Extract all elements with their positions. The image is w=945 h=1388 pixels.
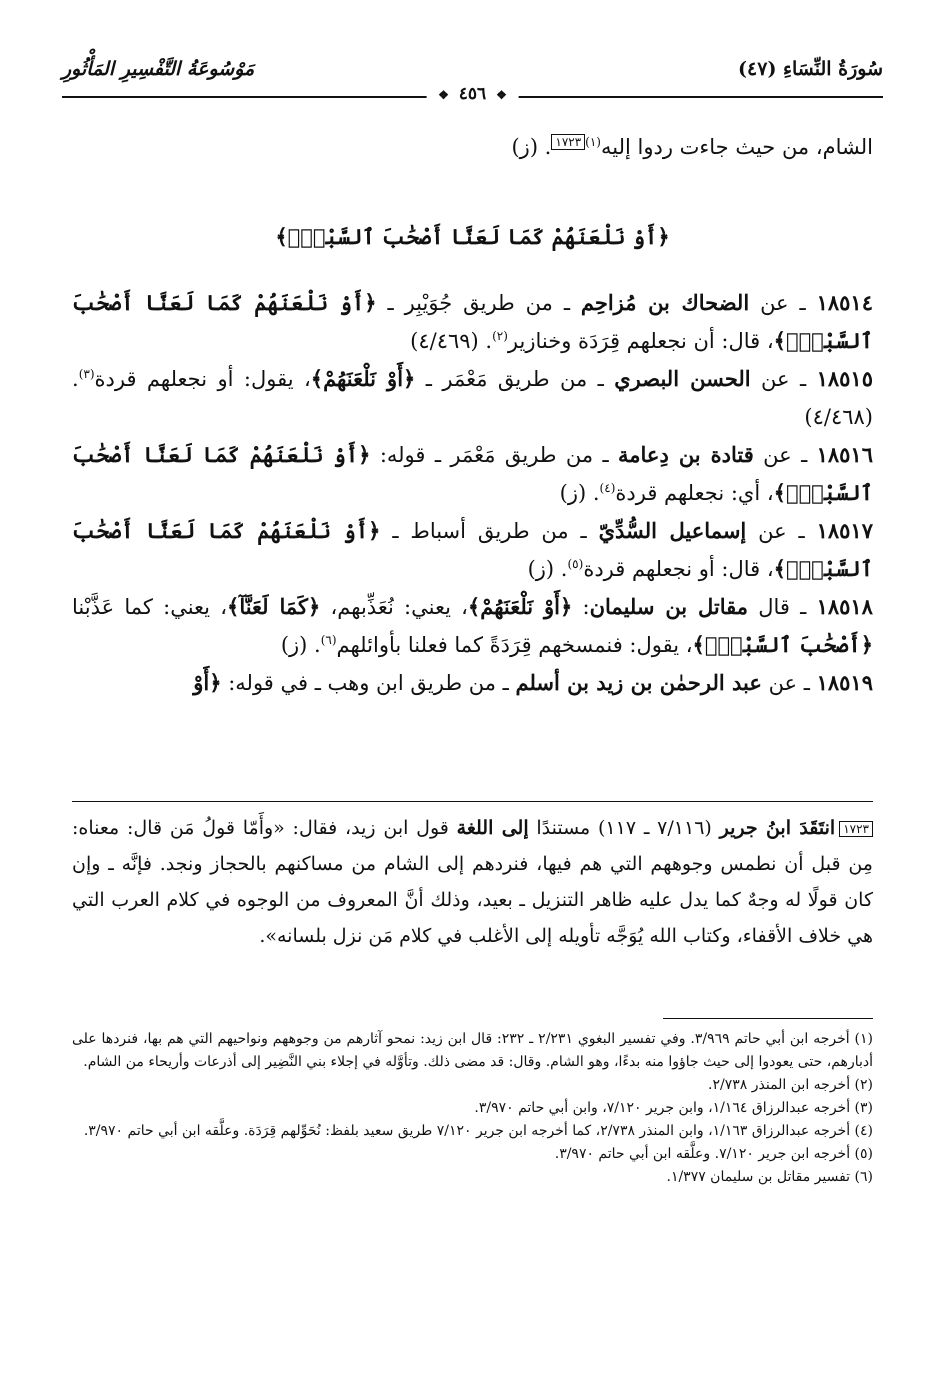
book-title: مَوْسُوعَةُ التَّفْسِيرِ المَأْثُورِ xyxy=(62,58,255,80)
page-number-block xyxy=(426,84,519,104)
ornament-icon: ❖ xyxy=(496,88,507,102)
footnote-item: (٢) أخرجه ابن المنذر ٢/٧٣٨. xyxy=(708,1077,873,1093)
footnote-separator xyxy=(663,1018,873,1019)
narrator-name: الحسن البصري xyxy=(614,366,751,391)
narration-number: ١٨٥١٧ xyxy=(816,518,873,543)
comment-lead: انتَقَدَ ابنُ جرير xyxy=(719,817,836,839)
narration-18514: ١٨٥١٤ ـ عن الضحاك بن مُزاحِم ـ من طريق جُوَيْبِر ـ ﴿أَوْ نَلْعَنَهُمْ كَمَا لَعَنَّا أَصْحَٰبَ ٱلسَّبْتِۚ﴾، قال: أن نجعلهم قِرَدَة وخنازير$^{(٢)}$. (٤/٤٦٩) xyxy=(72,290,873,353)
verse-quote: ﴿أَوْ نَلْعَنَهُمْ كَمَا لَعَنَّا أَصْحَٰبَ ٱلسَّبْتِۚ﴾ xyxy=(72,518,873,581)
continuation-line: الشام، من حيث جاءت ردوا إليه$^{(١)}$١٧٢٣. (ز) xyxy=(511,135,873,159)
footnote-ref[interactable]: (٣) xyxy=(78,367,95,381)
narration-18515: ١٨٥١٥ ـ عن الحسن البصري ـ من طريق مَعْمَر ـ ﴿أَوْ نَلْعَنَهُمْ﴾، يقول: أو نجعلهم قردة$^{(٣)}$. (٤/٤٦٨) xyxy=(72,366,873,429)
verse-quote: ﴿أَوْ نَلْعَنَهُمْ﴾ xyxy=(467,594,573,619)
footnote-item: (٥) أخرجه ابن جرير ٧/١٢٠. وعلَّقه ابن أبي حاتم ٣/٩٧٠. xyxy=(554,1146,873,1162)
comment-ref-box[interactable]: ١٧٢٣ xyxy=(551,134,585,150)
comment-separator xyxy=(72,801,873,802)
narration-number: ١٨٥١٩ xyxy=(816,670,873,695)
footnote-ref[interactable]: (٦) xyxy=(320,633,337,647)
narrator-name: قتادة بن دِعامة xyxy=(618,442,754,467)
narration-number: ١٨٥١٦ xyxy=(816,442,873,467)
verse-quote: ﴿أَصْحَٰبَ ٱلسَّبْتِۚ﴾ xyxy=(692,632,873,657)
narration-18517: ١٨٥١٧ ـ عن إسماعيل السُّدِّيّ ـ من طريق أسباط ـ ﴿أَوْ نَلْعَنَهُمْ كَمَا لَعَنَّا أَصْحَٰبَ ٱلسَّبْتِۚ﴾، قال: أو نجعلهم قردة$^{(٥)}$. (ز) xyxy=(72,518,873,581)
running-header xyxy=(62,58,883,104)
footnote-item: (٦) تفسير مقاتل بن سليمان ١/٣٧٧. xyxy=(666,1169,873,1185)
comment-number-box: ١٧٢٣ xyxy=(839,821,873,837)
verse-quote: ﴿كَمَا لَعَنَّآ﴾ xyxy=(227,594,321,619)
narrator-name: إسماعيل السُّدِّيّ xyxy=(598,518,747,543)
footnote-item: (١) أخرجه ابن أبي حاتم ٣/٩٦٩. وفي تفسير البغوي ٢/٢٣١ ـ ٢٣٢: قال ابن زيد: نمحو آثارهم من وجوههم ونواحيهم التي هم بها، فنردها على أدبارهم، حتى يعودوا إلى حيث جاؤوا منه بدءًا، وهو الشام. وقال: قد مضى ذلك. وتأوَّله في إجلاء بني النَّضِير إلى أذرعات وأريحاء من الشام. xyxy=(72,1031,873,1070)
footnote-ref[interactable]: (٢) xyxy=(492,329,508,343)
narrator-name: مقاتل بن سليمان xyxy=(589,594,749,619)
narrator-name: عبد الرحمٰن بن زيد بن أسلم xyxy=(515,670,762,695)
footnote-item: (٤) أخرجه عبدالرزاق ١/١٦٣، وابن المنذر ٢/٧٣٨، كما أخرجه ابن جرير ٧/١٢٠ طريق سعيد بلفظ: نُحَوِّلهم قِرَدَة. وعلَّقه ابن أبي حاتم ٣/٩٧٠. xyxy=(83,1123,873,1139)
footnote-item: (٣) أخرجه عبدالرزاق ١/١٦٤، وابن جرير ٧/١٢٠، وابن أبي حاتم ٣/٩٧٠. xyxy=(474,1100,873,1116)
editor-comment: ١٧٢٣انتَقَدَ ابنُ جرير (٧/١١٦ ـ ١١٧) مستندًا إلى اللغة قول ابن زيد، فقال: «وأَمّا قولُ مَن قال: معناه: مِن قبل أن نطمس وجوههم التي هم فيها، فنردهم إلى الشام من مساكنهم بالحجاز ونجد. فإنَّه ـ وإن كان قولًا له وجهٌ كما يدل عليه ظاهر التنزيل ـ بعيد، وذلك أنَّ المعروف من الوجوه في كلام العرب التي هي خلاف الأقفاء، وكتاب الله يُوَجَّه تأويله إلى الأغلب في كلام مَن نزل بلسانه». xyxy=(72,817,873,947)
verse-heading: ﴿أَوْ نَلْعَنَهُمْ كَمَا لَعَنَّا أَصْحَٰبَ ٱلسَّبْتِۚ﴾ xyxy=(275,224,670,249)
footnote-ref[interactable]: (١) xyxy=(585,135,601,149)
narration-number: ١٨٥١٨ xyxy=(816,594,873,619)
narration-number: ١٨٥١٤ xyxy=(816,290,873,315)
page-number: ٤٥٦ xyxy=(458,84,487,104)
surah-title: سُورَةُ النِّسَاءِ (٤٧) xyxy=(738,58,883,80)
verse-quote: ﴿أَوْ xyxy=(193,670,222,695)
narration-18519: ١٨٥١٩ ـ عن عبد الرحمٰن بن زيد بن أسلم ـ من طريق ابن وهب ـ في قوله: ﴿أَوْ xyxy=(193,670,873,695)
verse-quote: ﴿أَوْ نَلْعَنَهُمْ كَمَا لَعَنَّا أَصْحَٰبَ ٱلسَّبْتِۚ﴾ xyxy=(72,290,873,353)
narration-18516: ١٨٥١٦ ـ عن قتادة بن دِعامة ـ من طريق مَعْمَر ـ قوله: ﴿أَوْ نَلْعَنَهُمْ كَمَا لَعَنَّا أَصْحَٰبَ ٱلسَّبْتِۚ﴾، أي: نجعلهم قردة$^{(٤)}$. (ز) xyxy=(72,442,873,505)
footnotes xyxy=(72,1028,873,1189)
ornament-icon: ❖ xyxy=(438,88,449,102)
narration-number: ١٨٥١٥ xyxy=(816,366,873,391)
verse-quote: ﴿أَوْ نَلْعَنَهُمْ كَمَا لَعَنَّا أَصْحَٰبَ ٱلسَّبْتِۚ﴾ xyxy=(72,442,873,505)
narration-18518: ١٨٥١٨ ـ قال مقاتل بن سليمان: ﴿أَوْ نَلْعَنَهُمْ﴾، يعني: نُعَذِّبهم، ﴿كَمَا لَعَنَّآ﴾، يعني: كما عَذَّبْنا ﴿أَصْحَٰبَ ٱلسَّبْتِۚ﴾، يقول: فنمسخهم قِرَدَةً كما فعلنا بأوائلهم$^{(٦)}$. (ز) xyxy=(72,594,873,657)
footnote-ref[interactable]: (٥) xyxy=(567,557,584,571)
verse-quote: ﴿أَوْ نَلْعَنَهُمْ﴾ xyxy=(310,366,416,391)
comment-text: قول ابن زيد، فقال: «وأَمّا قولُ مَن قال: معناه: مِن قبل أن نطمس وجوههم التي هم فيها، فنردهم إلى الشام من مساكنهم بالحجاز ونجد. فإنَّه ـ وإن كان قولًا له وجهٌ كما يدل عليه ظاهر التنزيل ـ بعيد، وذلك أنَّ المعروف من الوجوه في كلام العرب التي هي خلاف الأقفاء، وكتاب الله يُوَجَّه تأويله إلى الأغلب في كلام مَن نزل بلسانه». xyxy=(72,817,873,947)
main-text xyxy=(72,128,873,702)
footnote-ref[interactable]: (٤) xyxy=(599,481,616,495)
narrator-name: الضحاك بن مُزاحِم xyxy=(580,290,750,315)
